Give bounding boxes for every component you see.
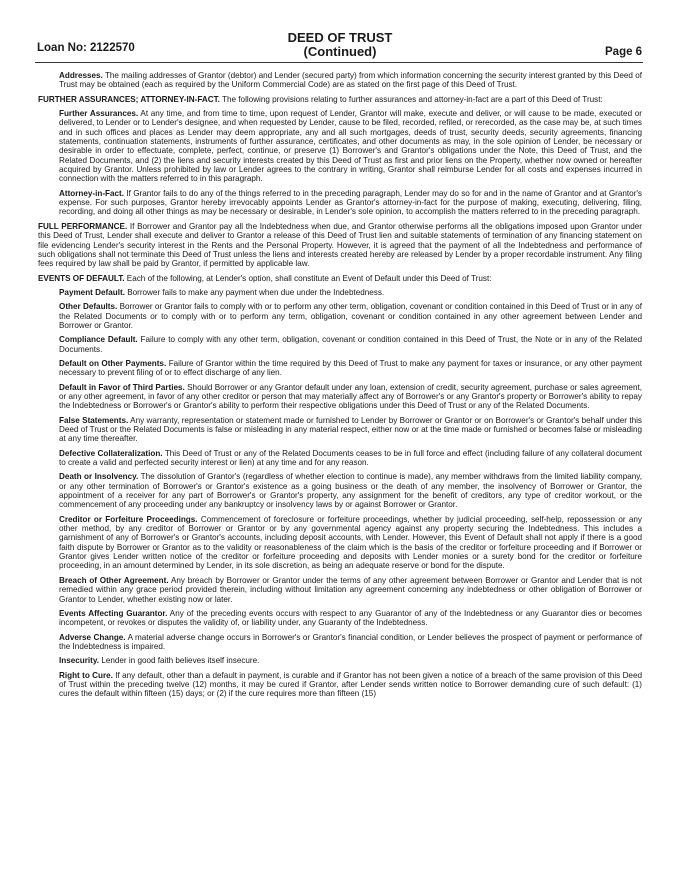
- document-body: [38, 71, 642, 704]
- paragraph-other-defaults: [59, 302, 642, 330]
- heading-pd: Payment Default.: [59, 287, 125, 297]
- text-dtp: Should Borrower or any Grantor default under any loan, extension of credit, security agreement, purchase or sales agreement, or any other agreement, in favor of any other creditor or person that may materially affect any of Borrower's or any Grantor's property or Borrower's ability to repay the Indebtedness or Borrower's or Grantor's ability to perform their respective obligations under this Deed of Trust or any of the Related Documents.: [59, 382, 642, 411]
- paragraph-false-statements: [59, 416, 642, 444]
- paragraph-death-insolvency: [59, 472, 642, 509]
- paragraph-right-to-cure: [59, 671, 642, 699]
- heading-ac: Adverse Change.: [59, 632, 126, 642]
- heading-ins: Insecurity.: [59, 656, 100, 666]
- paragraph-insecurity: [59, 656, 642, 665]
- heading-rc: Right to Cure.: [59, 670, 113, 680]
- text-dc: This Deed of Trust or any of the Related Documents ceases to be in full force and effect (including failure of any collateral document to create a valid and perfected security interest or lien) at any time and for any reason.: [59, 448, 642, 468]
- text-addresses: The mailing addresses of Grantor (debtor) and Lender (secured party) from which information concerning the security interest granted by this Deed of Trust may be obtained (each as required by the Uniform Commercial Code) are as stated on the first page of this Deed of Trust.: [59, 71, 642, 90]
- text-fp: If Borrower and Grantor pay all the Indebtedness when due, and Grantor otherwise performs all the obligations imposed upon Grantor under this Deed of Trust, Lender shall execute and deliver to Grantor a release of this Deed of Trust lien and suitable statements of termination of any financing statement on file evidencing Lender's security interest in the Rents and the Personal Property. However, it is agreed that the payment of all the Indebtedness and performance of such obligations shall not terminate this Deed of Trust unless the liens and interests created hereby are released by Lender by a proper recordable instrument. Any filing fees required by law shall be paid by Grantor, if permitted by applicable law.: [38, 221, 642, 269]
- text-di: The dissolution of Grantor's (regardless of whether election to continue is made), any member withdraws from the limited liability company, or any other termination of Borrower's or Grantor's existence as a going business or the death of any member, the insolvency of Borrower or Grantor, the appointment of a receiver for any part of Borrower's or Grantor's property, any assignment for the benefit of creditors, any type of creditor workout, or the commencement of any proceeding under any bankruptcy or insolvency laws by or against Borrower or Grantor.: [59, 472, 642, 510]
- heading-eag: Events Affecting Guarantor.: [59, 608, 168, 618]
- heading-fs: False Statements.: [59, 415, 129, 425]
- paragraph-events-of-default: [38, 274, 642, 283]
- heading-dtp: Default in Favor of Third Parties.: [59, 382, 185, 392]
- paragraph-default-other-payments: [59, 359, 642, 378]
- text-rc: If any default, other than a default in payment, is curable and if Grantor has not been given a notice of a breach of the same provision of this Deed of Trust within the preceding twelve (12) months, it may be cured if Grantor, after Lender sends written notice to Borrower demanding cure of such default: (1) cures the default within fifteen (15) days; or (2) if the cure requires more than fifteen (15): [59, 670, 642, 699]
- text-eag: Any of the preceding events occurs with respect to any Guarantor of any of the Indebtedness or any Guarantor dies or becomes incompetent, or revokes or disputes the validity of, or liability under, any Guaranty of the Indebtedness.: [59, 608, 642, 628]
- heading-cf: Creditor or Forfeiture Proceedings.: [59, 514, 198, 524]
- header-divider: [35, 62, 643, 63]
- text-cf: Commencement of foreclosure or forfeiture proceedings, whether by judicial proceeding, self-help, repossession or any other method, by any creditor of Borrower or Grantor or by any governmental agency against any property securing the Indebtedness. This includes a garnishment of any of Borrower's or Grantor's accounts, including deposit accounts, with Lender. However, this Event of Default shall not apply if there is a good faith dispute by Borrower or Grantor as to the validity or reasonableness of the claim which is the basis of the creditor or forfeiture proceeding and if Borrower or Grantor gives Lender written notice of the creditor or forfeiture proceeding and deposits with Lender monies or a surety bond for the creditor or forfeiture proceeding, in an amount determined by Lender, in its sole discretion, as being an adequate reserve or bond for the dispute.: [59, 514, 642, 571]
- paragraph-compliance-default: [59, 335, 642, 354]
- text-boa: Any breach by Borrower or Grantor under the terms of any other agreement between Borrower or Grantor and Lender that is not remedied within any grace period provided therein, including without limitation any agreement concerning any indebtedness or other obligation of Borrower or Grantor to Lender, whether existing now or later.: [59, 575, 642, 604]
- paragraph-addresses: [59, 71, 642, 90]
- paragraph-attorney-in-fact: [59, 189, 642, 217]
- heading-aif: Attorney-in-Fact.: [59, 188, 124, 198]
- heading-dop: Default on Other Payments.: [59, 358, 167, 368]
- page-header: [0, 0, 680, 70]
- paragraph-events-affecting-guarantor: [59, 609, 642, 628]
- text-cd: Failure to comply with any other term, obligation, covenant or condition contained in this Deed of Trust, the Note or in any of the Related Documents.: [59, 335, 643, 354]
- page-number: Page 6: [605, 46, 643, 58]
- paragraph-further-assurances-sub: [59, 109, 642, 184]
- paragraph-further-assurances: [38, 95, 642, 104]
- loan-number: Loan No: 2122570: [37, 42, 135, 54]
- text-pd: Borrower fails to make any payment when due under the Indebtedness.: [127, 287, 385, 297]
- text-ins: Lender in good faith believes itself insecure.: [101, 656, 260, 666]
- heading-di: Death or Insolvency.: [59, 472, 139, 482]
- text-od: Borrower or Grantor fails to comply with or to perform any other term, obligation, covenant or condition contained in this Deed of Trust or in any of the Related Documents or to comply with or to perform any term, obligation, covenant or condition contained in any other agreement between Lender and Borrower or Grantor.: [59, 302, 642, 330]
- paragraph-payment-default: [59, 288, 642, 297]
- text-aif: If Grantor fails to do any of the things referred to in the preceding paragraph, Lender may do so for and in the name of Grantor and at Grantor's expense. For such purposes, Grantor hereby irrevocably appoints Lender as Grantor's attorney-in-fact for the purpose of making, executing, delivering, filing, recording, and doing all other things as may be necessary or desirable, in Lender's sole opinion, to accomplish the matters referred to in the preceding paragraph.: [59, 188, 642, 217]
- paragraph-full-performance: [38, 222, 642, 269]
- title-line-2: (Continued): [303, 44, 377, 59]
- heading-cd: Compliance Default.: [59, 335, 138, 345]
- heading-od: Other Defaults.: [59, 302, 118, 312]
- paragraph-breach-other-agreement: [59, 576, 642, 604]
- text-dop: Failure of Grantor within the time required by this Deed of Trust to make any payment for taxes or insurance, or any other payment necessary to prevent filing of or to effect discharge of any lien.: [59, 358, 642, 378]
- paragraph-default-third-parties: [59, 383, 642, 411]
- document-title: [0, 31, 680, 59]
- heading-further-assurances: FURTHER ASSURANCES; ATTORNEY-IN-FACT.: [38, 94, 220, 104]
- heading-fa: Further Assurances.: [59, 109, 139, 119]
- text-fa: At any time, and from time to time, upon request of Lender, Grantor will make, execute and deliver, or will cause to be made, executed or delivered, to Lender or to Lender's designee, and when requested by Lender, cause to be filed, recorded, refiled, or rerecorded, as the case may be, at such times and in such offices and places as Lender may deem appropriate, any and all such mortgages, deeds of trust, security deeds, security agreements, financing statements, continuation statements, instruments of further assurance, certificates, and other documents as may, in the sole opinion of Lender, be necessary or desirable in order to effectuate, complete, perfect, continue, or preserve (1) Borrower's and Grantor's obligations under the Note, this Deed of Trust, and the Related Documents, and (2) the liens and security interests created by this Deed of Trust as first and prior liens on the Property, whether now owned or hereafter acquired by Grantor. Unless prohibited by law or Lender agrees to the contrary in writing, Grantor shall reimburse Lender for all costs and expenses incurred in connection with the matters referred to in this paragraph.: [59, 109, 643, 184]
- heading-addresses: Addresses.: [59, 71, 103, 80]
- text-ac: A material adverse change occurs in Borrower's or Grantor's financial condition, or Lender believes the prospect of payment or performance of the Indebtedness is impaired.: [59, 632, 642, 651]
- text-eod: Each of the following, at Lender's option, shall constitute an Event of Default under this Deed of Trust:: [126, 273, 492, 283]
- paragraph-creditor-forfeiture: [59, 515, 642, 571]
- heading-boa: Breach of Other Agreement.: [59, 575, 169, 585]
- heading-eod: EVENTS OF DEFAULT.: [38, 273, 125, 283]
- text-fs: Any warranty, representation or statement made or furnished to Lender by Borrower or Grantor or on Borrower's or Grantor's behalf under this Deed of Trust or the Related Documents is false or misleading in any material respect, either now or at the time made or furnished or becomes false or misleading at any time thereafter.: [59, 415, 642, 444]
- heading-dc: Defective Collateralization.: [59, 448, 163, 458]
- paragraph-defective-collateralization: [59, 449, 642, 468]
- title-line-1: DEED OF TRUST: [287, 30, 393, 45]
- text-further-assurances: The following provisions relating to further assurances and attorney-in-fact are a part of this Deed of Trust:: [222, 94, 603, 104]
- heading-fp: FULL PERFORMANCE.: [38, 221, 128, 231]
- paragraph-adverse-change: [59, 633, 642, 652]
